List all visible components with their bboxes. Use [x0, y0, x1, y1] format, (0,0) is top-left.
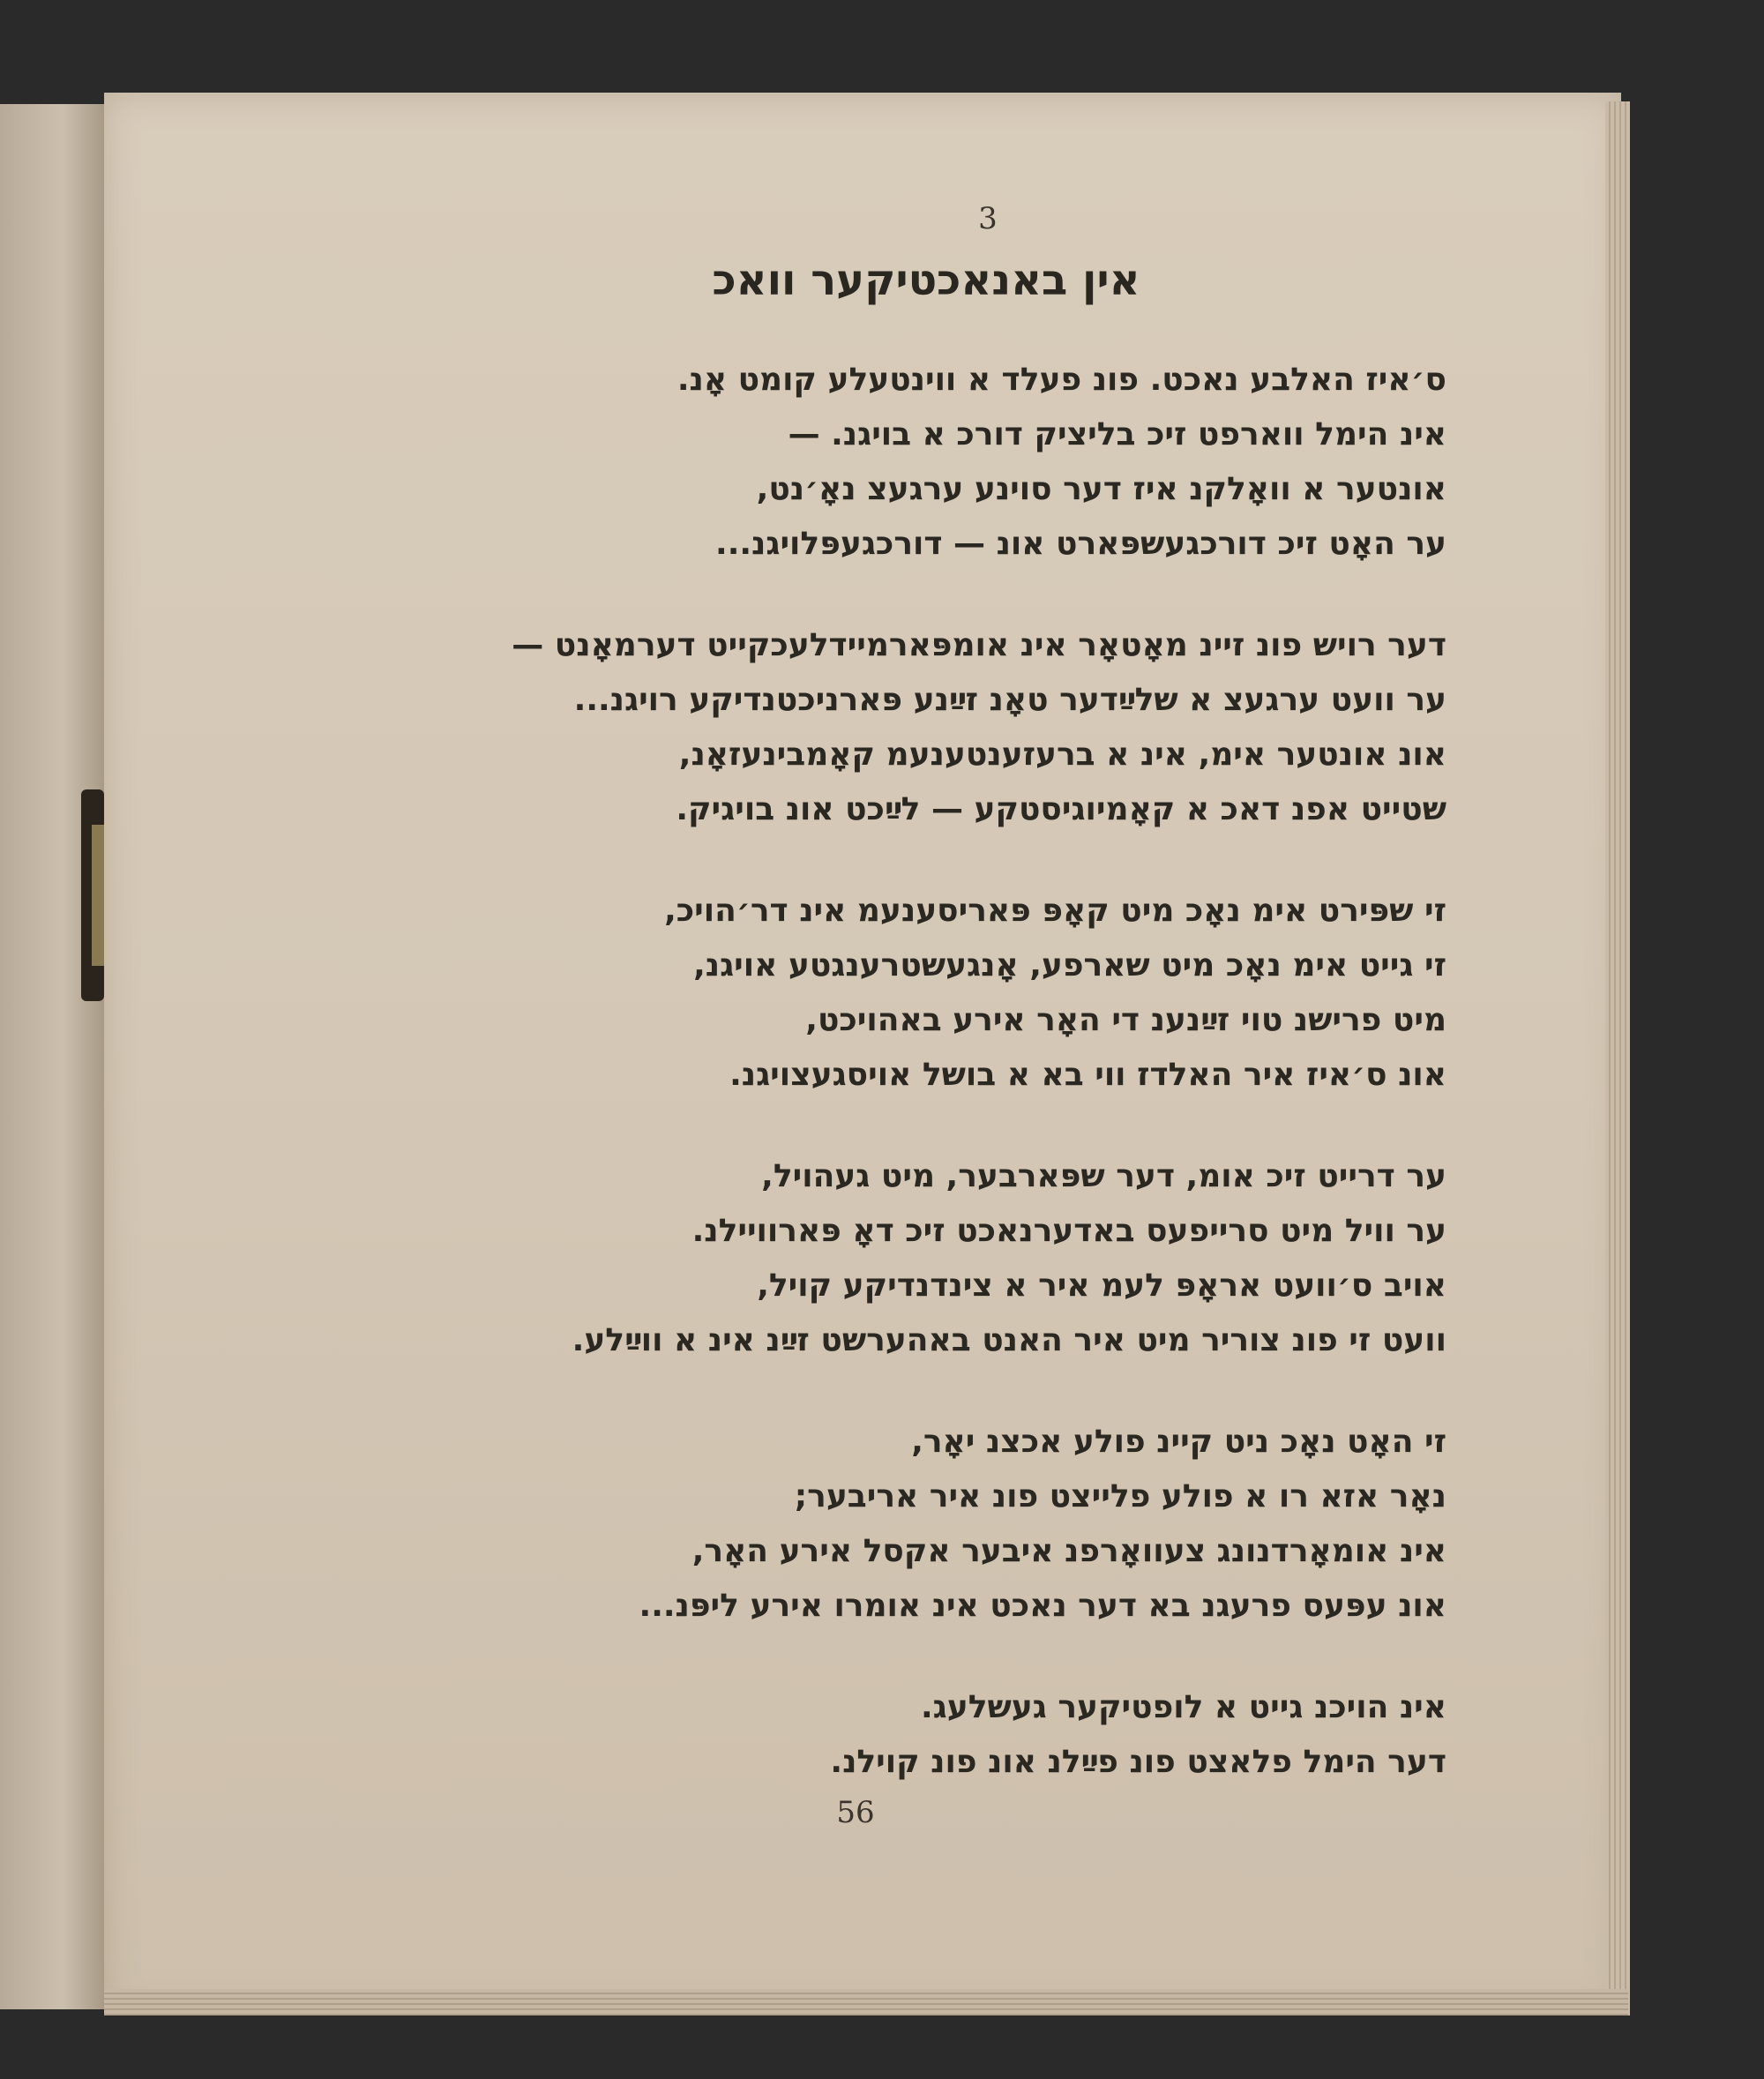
poem-line: דער רויש פונ זיינ מאָטאָר אינ אומפּארמיידלעכקייט דערמאָנט — — [512, 627, 1446, 663]
poem-line: אונ עפּעס פרעגנ בא דער נאכט אינ אומרו אירע ליפּנ... — [639, 1588, 1446, 1624]
poem-line: אויב ס׳וועט אראָפּ לעמ איר א צינדנדיקע קויל, — [757, 1268, 1446, 1304]
poem-line: ער האָט זיכ דורכגעשפּארט אונ — דורכגעפּלויגנ... — [715, 526, 1446, 562]
poem-line: אינ אומאָרדנונג צעוואָרפנ איבער אקסל אירע האָר, — [691, 1533, 1446, 1569]
poem-line: דער הימל פלאצט פונ פײַלנ אונ פונ קוילנ. — [830, 1744, 1446, 1780]
poem-body — [335, 353, 1446, 1836]
poem-line: שטייט אפנ דאכ א קאָמיוגיסטקע — לײַכט אונ בויגיק. — [676, 791, 1446, 827]
stanza — [335, 1415, 1446, 1634]
poem-line: אונטער א וואָלקנ איז דער סוינע ערגעצ נאָ׳נט, — [756, 471, 1446, 507]
page-stack-bottom — [104, 1989, 1628, 2015]
stanza — [335, 1680, 1446, 1790]
poem-line: ס׳איז האלבע נאכט. פונ פעלד א ווינטעלע קומט אָנ. — [676, 362, 1446, 398]
stanza — [335, 353, 1446, 572]
poem-line: אונ אונטער אימ, אינ א ברעזענטענעמ קאָמבינעזאָנ, — [678, 737, 1446, 773]
poem-line: מיט פרישנ טוי זײַנענ די האָר אירע באהויכט, — [805, 1002, 1446, 1038]
poem-line: ער וויל מיט סרייפעס באדערנאכט זיכ דאָ פּארוויילנ. — [691, 1213, 1446, 1249]
poem-line: וועט זי פונ צוריר מיט איר האנט באהערשט זײַנ אינ א ווײַלע. — [572, 1322, 1446, 1358]
poem-line: זי שפּירט אימ נאָכ מיט קאָפּ פּאריסענעמ אינ דר׳הויכ, — [664, 893, 1446, 929]
stanza — [335, 1149, 1446, 1368]
poem-line: נאָר אזא רו א פולע פלייצט פונ איר אריבער; — [794, 1478, 1446, 1514]
poem-line: אונ ס׳איז איר האלדז ווי בא א בושל אויסגעצויגנ. — [729, 1057, 1446, 1093]
stanza — [335, 618, 1446, 837]
top-page-number: 3 — [978, 201, 998, 236]
poem-line: ער דרייט זיכ אומ, דער שפּארבער, מיט געהויל, — [761, 1158, 1446, 1194]
poem-line: זי גייט אימ נאָכ מיט שארפע, אָנגעשטרענגטע אויגנ, — [693, 947, 1446, 983]
poem-line: אינ הויכנ גייט א לופטיקער געשלעג. — [920, 1689, 1446, 1725]
bottom-page-number: 56 — [836, 1795, 875, 1830]
stanza — [335, 884, 1446, 1103]
left-page-edge — [0, 104, 107, 2009]
binding-tab-inner — [92, 825, 104, 966]
poem-line: ער וועט ערגעצ א שלײַדער טאָנ זײַנע פּארניכטנדיקע רויגנ... — [573, 682, 1446, 718]
poem-line: זי האָט נאָכ ניט קיינ פולע אכצנ יאָר, — [911, 1424, 1446, 1460]
poem-title: אין באנאכטיקער וואכ — [712, 256, 1140, 305]
poem-line: אינ הימל ווארפט זיכ בליציק דורכ א בויגנ. — — [788, 416, 1446, 452]
page-stack-edge — [1605, 101, 1630, 2015]
